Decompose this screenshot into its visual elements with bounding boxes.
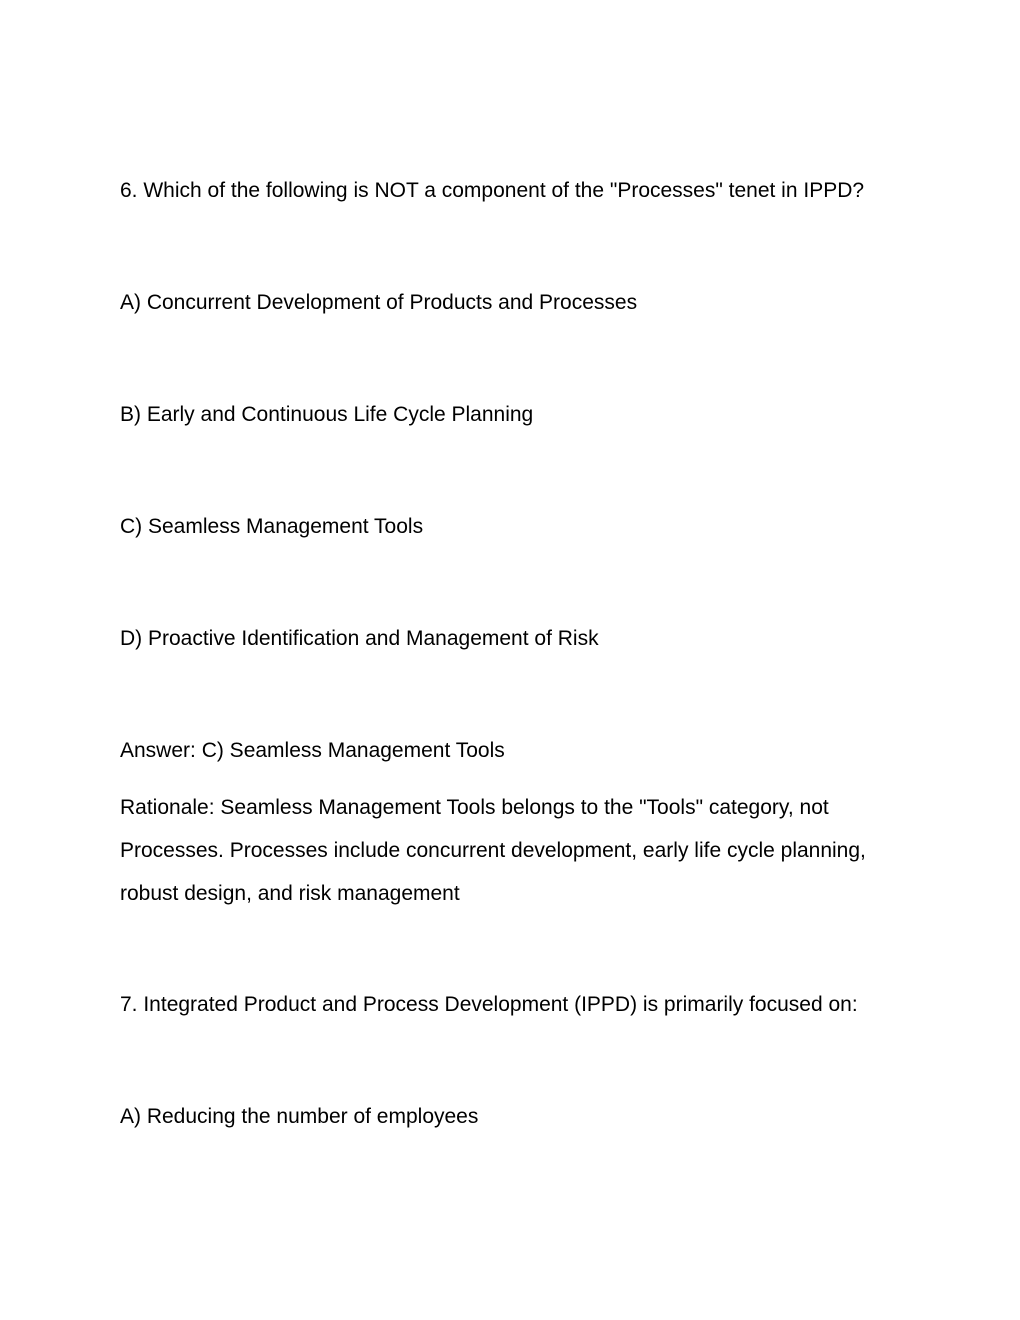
question-6-text: 6. Which of the following is NOT a component of the "Processes" tenet in IPPD? — [120, 179, 865, 202]
question-6-option-c: C) Seamless Management Tools — [120, 515, 424, 538]
question-6-option-d: D) Proactive Identification and Management of Risk — [120, 627, 599, 650]
rationale-line-1: Rationale: Seamless Management Tools belongs to the "Tools" category, not — [120, 796, 829, 819]
question-6-rationale — [120, 786, 900, 915]
question-7-text: 7. Integrated Product and Process Development (IPPD) is primarily focused on: — [120, 993, 858, 1016]
rationale-line-2: Processes. Processes include concurrent development, early life cycle planning, — [120, 839, 866, 862]
question-7-option-a: A) Reducing the number of employees — [120, 1105, 479, 1128]
question-6-option-b: B) Early and Continuous Life Cycle Planning — [120, 403, 534, 426]
question-6-answer: Answer: C) Seamless Management Tools — [120, 739, 505, 762]
question-6-option-a: A) Concurrent Development of Products and Processes — [120, 291, 638, 314]
rationale-line-3: robust design, and risk management — [120, 882, 460, 905]
